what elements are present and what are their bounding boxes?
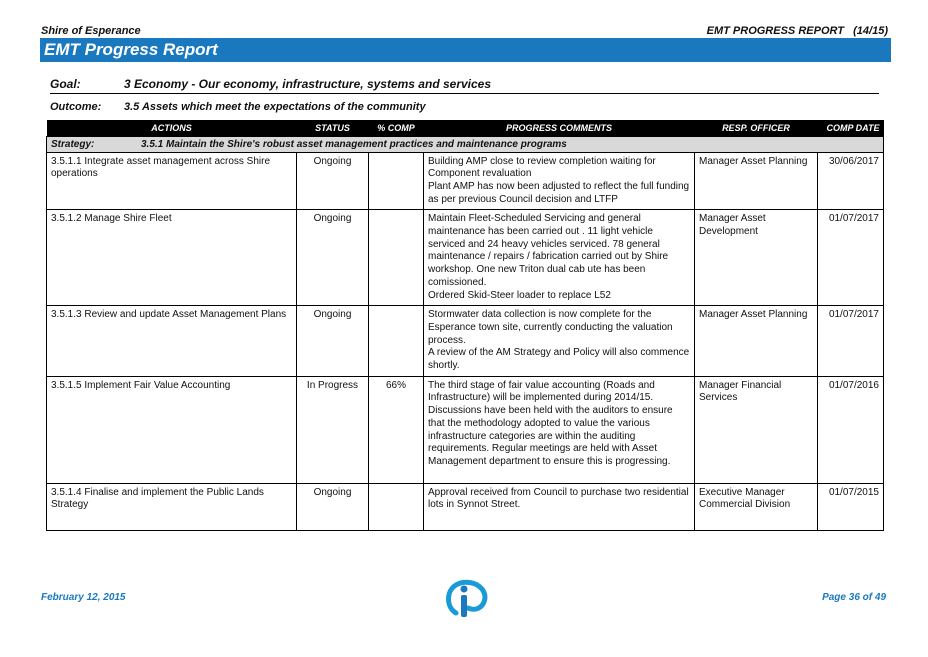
comments-cell: Building AMP close to review completion waiting for Component revaluation Plant AMP has now been adjusted to reflect the full funding as per previous Council decision and LTFP	[424, 152, 695, 210]
date-cell: 01/07/2017	[818, 306, 884, 377]
comp-cell	[369, 483, 424, 530]
progress-table	[46, 120, 884, 531]
status-cell: Ongoing	[297, 306, 369, 377]
col-officer: RESP. OFFICER	[695, 120, 818, 136]
date-cell: 01/07/2015	[818, 483, 884, 530]
col-comments: PROGRESS COMMENTS	[424, 120, 695, 136]
report-period: (14/15)	[853, 25, 888, 37]
report-name: EMT PROGRESS REPORT	[706, 25, 844, 37]
footer-page-number: Page 36 of 49	[822, 592, 886, 603]
title-banner	[40, 38, 891, 62]
action-cell: 3.5.1.3 Review and update Asset Management Plans	[47, 306, 297, 377]
col-date: COMP DATE	[818, 120, 884, 136]
table-row	[47, 483, 884, 530]
comp-cell	[369, 306, 424, 377]
officer-cell: Manager Asset Planning	[695, 152, 818, 210]
org-name: Shire of Esperance	[41, 25, 141, 37]
action-cell: 3.5.1.5 Implement Fair Value Accounting	[47, 376, 297, 483]
banner-title: EMT Progress Report	[44, 40, 218, 59]
table-row	[47, 152, 884, 210]
comments-cell: Approval received from Council to purchase two residential lots in Synnot Street.	[424, 483, 695, 530]
comp-cell	[369, 210, 424, 306]
officer-cell: Manager Financial Services	[695, 376, 818, 483]
footer-date: February 12, 2015	[41, 592, 126, 603]
comments-cell: The third stage of fair value accounting (Roads and Infrastructure) will be implemented during 2014/15. Discussions have been held with the auditors to ensure that the methodology adopted to value the various infrastructure categories are within the auditing requirements. Regular meetings are held with Asset Management department to ensure this is progressing.	[424, 376, 695, 483]
comp-cell: 66%	[369, 376, 424, 483]
comments-cell: Maintain Fleet-Scheduled Servicing and general maintenance has been carried out . 11 light vehicle serviced and 24 heavy vehicles serviced. 78 general maintenance / repairs / fabrication carried out by Shire workshop. One new Triton dual cab ute has been comissioned. Ordered Skid-Steer loader to replace L52	[424, 210, 695, 306]
status-cell: Ongoing	[297, 152, 369, 210]
table-row	[47, 376, 884, 483]
table-row	[47, 210, 884, 306]
strategy-row	[47, 136, 884, 152]
action-cell: 3.5.1.4 Finalise and implement the Public Lands Strategy	[47, 483, 297, 530]
col-status: STATUS	[297, 120, 369, 136]
officer-cell: Executive Manager Commercial Division	[695, 483, 818, 530]
comp-cell	[369, 152, 424, 210]
status-cell: Ongoing	[297, 210, 369, 306]
col-actions: ACTIONS	[47, 120, 297, 136]
goal-text: 3 Economy - Our economy, infrastructure, systems and services	[124, 77, 492, 91]
action-cell: 3.5.1.1 Integrate asset management across Shire operations	[47, 152, 297, 210]
report-title	[707, 25, 888, 37]
strategy-cell	[47, 136, 884, 152]
goal-row	[50, 77, 879, 94]
goal-label: Goal:	[50, 77, 81, 91]
officer-cell: Manager Asset Planning	[695, 306, 818, 377]
outcome-row	[50, 101, 880, 115]
table-header-row	[47, 120, 884, 136]
strategy-text: 3.5.1 Maintain the Shire's robust asset management practices and maintenance programs	[141, 138, 567, 150]
comments-cell: Stormwater data collection is now complete for the Esperance town site, currently conducting the valuation process. A review of the AM Strategy and Policy will also commence shortly.	[424, 306, 695, 377]
date-cell: 30/06/2017	[818, 152, 884, 210]
status-cell: Ongoing	[297, 483, 369, 530]
date-cell: 01/07/2016	[818, 376, 884, 483]
shire-logo-icon	[442, 577, 488, 619]
date-cell: 01/07/2017	[818, 210, 884, 306]
action-cell: 3.5.1.2 Manage Shire Fleet	[47, 210, 297, 306]
status-cell: In Progress	[297, 376, 369, 483]
outcome-text: 3.5 Assets which meet the expectations of the community	[124, 101, 426, 113]
table-row	[47, 306, 884, 377]
officer-cell: Manager Asset Development	[695, 210, 818, 306]
strategy-label: Strategy:	[51, 138, 95, 150]
outcome-label: Outcome:	[50, 101, 102, 113]
col-comp: % COMP	[369, 120, 424, 136]
